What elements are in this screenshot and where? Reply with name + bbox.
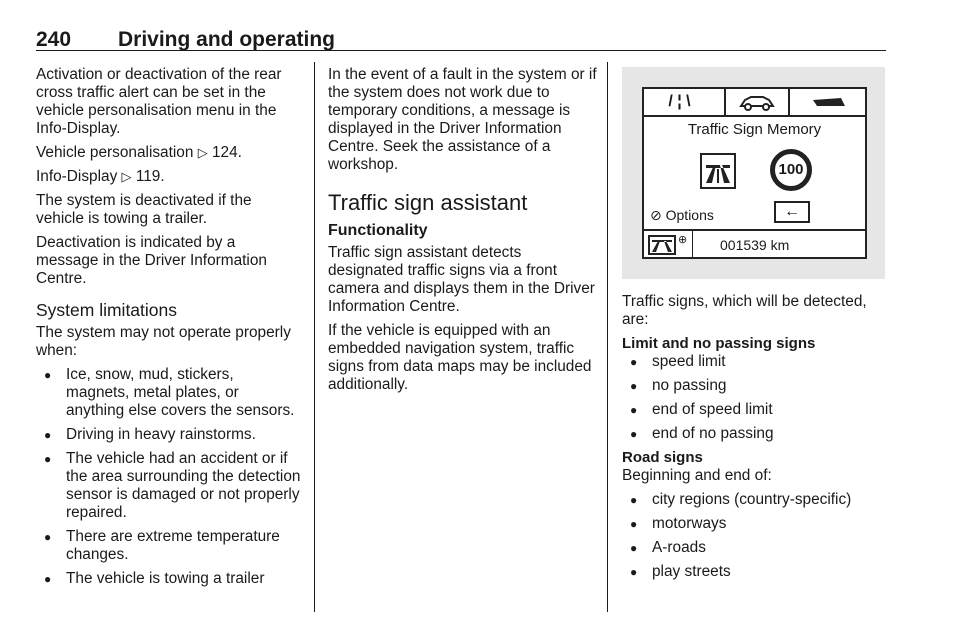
subsection-heading: Functionality xyxy=(328,222,428,239)
list-item: ● Ice, snow, mud, stickers, magnets, metal plates, or anything else covers the sensors. xyxy=(36,366,301,420)
section-heading: System limitations xyxy=(36,300,178,320)
column-2 xyxy=(328,66,598,400)
sign-list xyxy=(622,353,890,443)
subheading: Road signs xyxy=(622,449,703,466)
paragraph: If the vehicle is equipped with an embedded navigation system, traffic signs from data maps may be included additionally. xyxy=(328,322,592,393)
motorway-sign-icon xyxy=(700,153,736,189)
column-1 xyxy=(36,66,301,594)
cross-reference[interactable] xyxy=(36,168,301,186)
list-item: ● no passing xyxy=(622,377,890,395)
list-item: ● A-roads xyxy=(622,539,890,557)
list-item: ● Driving in heavy rainstorms. xyxy=(36,426,301,444)
page-number: 240 xyxy=(36,28,72,51)
chapter-title: Driving and operating xyxy=(118,28,336,51)
list-item: ● motorways xyxy=(622,515,890,533)
limitations-list xyxy=(36,366,301,588)
motorway-sign-icon xyxy=(648,235,676,255)
paragraph: The system may not operate properly when: xyxy=(36,324,291,359)
speed-value: 100 xyxy=(778,161,804,178)
list-item: ● The vehicle is towing a trailer xyxy=(36,570,301,588)
paragraph: Traffic signs, which will be detected, are: xyxy=(622,293,867,328)
page-header xyxy=(36,28,886,51)
paragraph: In the event of a fault in the system or if the system does not work due to temporary conditions, a message is displayed in the Driver Information Centre. Seek the assistance of a workshop. xyxy=(328,66,597,173)
list-item: ● speed limit xyxy=(622,353,890,371)
status-bar xyxy=(644,229,865,259)
plus-icon: ⊕ xyxy=(678,234,688,246)
column-3 xyxy=(622,293,890,587)
paragraph: Deactivation is indicated by a message in the Driver Information Centre. xyxy=(36,234,267,287)
screen-title: Traffic Sign Memory xyxy=(687,121,822,138)
reference-page: 119. xyxy=(135,168,165,185)
back-arrow-icon: ← xyxy=(774,201,810,223)
car-icon xyxy=(724,89,790,117)
paragraph: The system is deactivated if the vehicle is towing a trailer. xyxy=(36,192,252,227)
reference-text: Vehicle personalisation xyxy=(36,144,194,161)
options-label: Options xyxy=(665,207,714,223)
list-item: ● play streets xyxy=(622,563,890,581)
page-reference-icon: ▷ xyxy=(197,145,208,160)
divider xyxy=(692,231,693,259)
list-item: ● end of no passing xyxy=(622,425,890,443)
driver-information-centre-screen xyxy=(642,87,867,259)
list-item: ● There are extreme temperature changes. xyxy=(36,528,301,564)
reference-text: Info-Display xyxy=(36,168,118,185)
odometer-readout: 001539 km xyxy=(720,237,790,253)
options-menu xyxy=(650,207,714,224)
column-divider xyxy=(314,62,315,612)
list-item: ● The vehicle had an accident or if the area surrounding the detection sensor is damaged or not properly repaired. xyxy=(36,450,301,522)
paragraph: Traffic sign assistant detects designated traffic signs via a front camera and displays them in the Driver Information Centre. xyxy=(328,244,595,315)
paragraph: Beginning and end of: xyxy=(622,467,772,484)
dic-illustration xyxy=(622,67,885,279)
cross-reference[interactable] xyxy=(36,144,301,162)
road-icon xyxy=(804,89,854,115)
section-heading: Traffic sign assistant xyxy=(328,190,528,215)
paragraph: Activation or deactivation of the rear cross traffic alert can be set in the vehicle personalisation menu in the Info-Display. xyxy=(36,66,282,137)
column-divider xyxy=(607,62,608,612)
speed-limit-sign xyxy=(770,149,812,191)
reference-page: 124. xyxy=(212,144,242,161)
list-item: ● city regions (country-specific) xyxy=(622,491,890,509)
road-sign-list xyxy=(622,491,890,581)
subheading: Limit and no passing signs xyxy=(622,335,816,352)
check-circle-icon: ⊘ xyxy=(650,207,662,223)
display-tabs xyxy=(644,89,865,117)
list-item: ● end of speed limit xyxy=(622,401,890,419)
lane-icon: / ¦ \ xyxy=(668,93,691,110)
page-reference-icon: ▷ xyxy=(121,169,132,184)
